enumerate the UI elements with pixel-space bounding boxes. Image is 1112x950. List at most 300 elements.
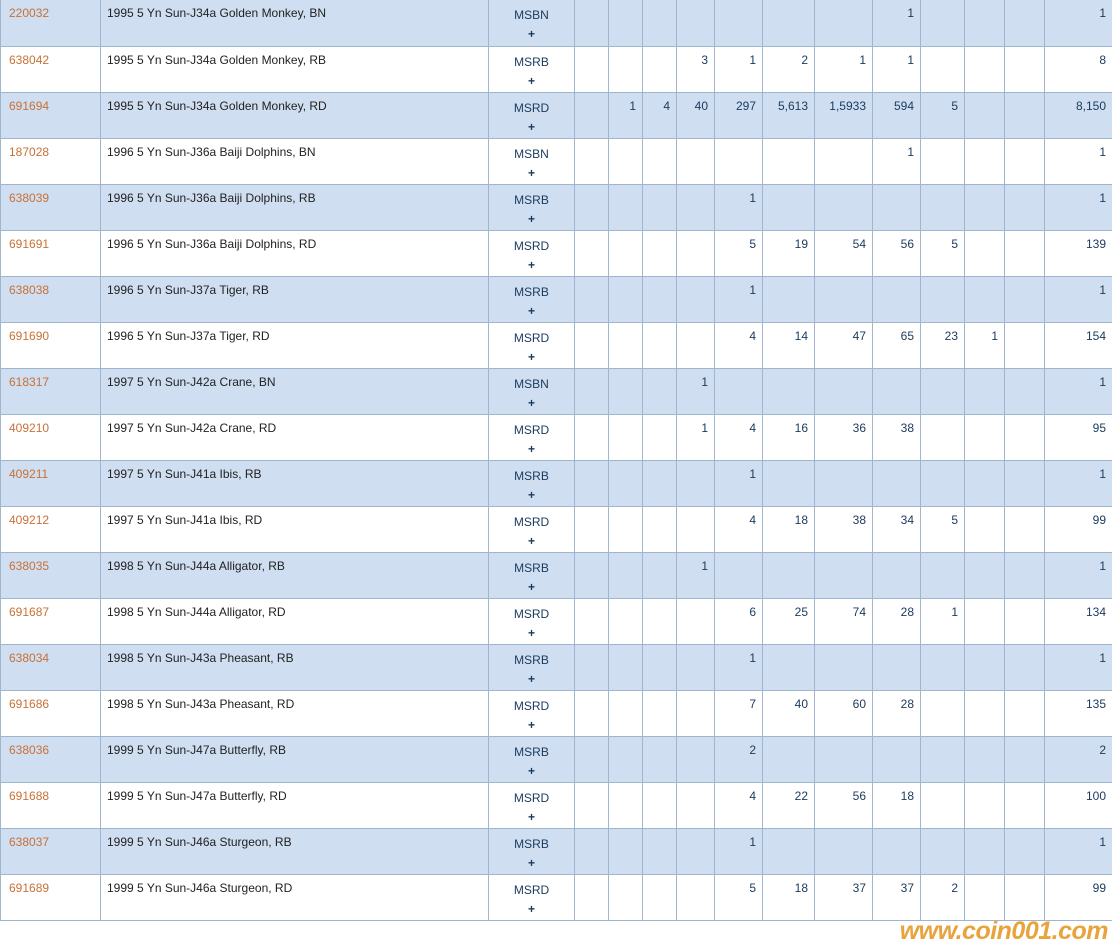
coin-id-link[interactable]: 409212 [9, 512, 50, 527]
population-count [965, 461, 1004, 467]
population-count [763, 829, 814, 835]
population-count [873, 369, 920, 375]
population-count [921, 829, 964, 835]
grade-label: MSRD [513, 238, 550, 253]
coin-description: 1998 5 Yn Sun-J44a Alligator, RB [107, 558, 285, 573]
population-count: 297 [735, 98, 756, 113]
population-count: 23 [944, 328, 958, 343]
population-count [921, 645, 964, 651]
population-count [815, 185, 872, 191]
population-count [609, 829, 642, 835]
grade-plus: + [527, 165, 535, 180]
population-count: 1 [749, 834, 756, 849]
grade-label: MSRD [513, 514, 550, 529]
coin-id-link[interactable]: 638036 [9, 742, 50, 757]
table-row [1, 138, 1112, 184]
population-count: 1 [749, 52, 756, 67]
population-count [715, 553, 762, 559]
population-count [609, 875, 642, 881]
population-count [609, 461, 642, 467]
coin-description: 1999 5 Yn Sun-J46a Sturgeon, RD [107, 880, 293, 895]
grade-plus: + [527, 855, 535, 870]
population-count [643, 875, 676, 881]
population-count [643, 369, 676, 375]
population-count [921, 277, 964, 283]
population-count [1005, 231, 1044, 237]
population-count [873, 645, 920, 651]
coin-id-link[interactable]: 638038 [9, 282, 50, 297]
population-count [575, 507, 608, 513]
population-count: 1 [749, 190, 756, 205]
grade-cell [489, 645, 574, 689]
population-count [965, 829, 1004, 835]
population-count [965, 139, 1004, 145]
population-count: 37 [900, 880, 914, 895]
population-count [965, 737, 1004, 743]
grade-cell [489, 829, 574, 873]
grade-plus: + [527, 487, 535, 502]
population-count [575, 829, 608, 835]
population-count [921, 0, 964, 6]
population-count: 18 [900, 788, 914, 803]
population-count [815, 645, 872, 651]
population-count [677, 139, 714, 145]
population-count [677, 323, 714, 329]
population-count [965, 93, 1004, 99]
population-count [763, 553, 814, 559]
grade-cell [489, 553, 574, 597]
coin-description: 1998 5 Yn Sun-J44a Alligator, RD [107, 604, 286, 619]
coin-id-link[interactable]: 691686 [9, 696, 50, 711]
grade-cell [489, 599, 574, 643]
grade-cell [489, 93, 574, 137]
population-count [763, 0, 814, 6]
population-total: 1 [1099, 6, 1106, 20]
coin-id-link[interactable]: 220032 [9, 6, 50, 20]
population-count [575, 461, 608, 467]
population-count [575, 599, 608, 605]
grade-label: MSRD [513, 790, 550, 805]
population-count: 1 [749, 282, 756, 297]
population-total: 1 [1099, 282, 1106, 297]
coin-id-link[interactable]: 409211 [9, 466, 49, 481]
population-count [921, 415, 964, 421]
grade-label: MSRD [513, 422, 550, 437]
population-count [921, 691, 964, 697]
grade-plus: + [527, 717, 535, 732]
grade-label: MSRD [513, 882, 550, 897]
population-count: 38 [852, 512, 866, 527]
coin-description: 1996 5 Yn Sun-J37a Tiger, RB [107, 282, 269, 297]
population-count [1005, 553, 1044, 559]
coin-description: 1999 5 Yn Sun-J47a Butterfly, RD [107, 788, 287, 803]
population-total: 1 [1099, 190, 1106, 205]
grade-label: MSRB [514, 284, 549, 299]
population-count: 34 [900, 512, 914, 527]
population-count [763, 737, 814, 743]
coin-id-link[interactable]: 691691 [9, 236, 50, 251]
population-count [921, 783, 964, 789]
coin-description: 1997 5 Yn Sun-J41a Ibis, RB [107, 466, 262, 481]
grade-label: MSRB [514, 744, 549, 759]
population-count [715, 0, 762, 6]
population-count [643, 415, 676, 421]
grade-cell [489, 507, 574, 551]
grade-plus: + [527, 579, 535, 594]
table-row [1, 736, 1112, 782]
population-count: 1 [749, 466, 756, 481]
grade-cell [489, 369, 574, 413]
population-total: 134 [1085, 604, 1106, 619]
population-count [575, 323, 608, 329]
coin-id-link[interactable]: 409210 [9, 420, 50, 435]
coin-id-link[interactable]: 691688 [9, 788, 50, 803]
population-count: 56 [852, 788, 866, 803]
population-count [965, 231, 1004, 237]
population-total: 135 [1085, 696, 1106, 711]
population-count [575, 645, 608, 651]
population-count: 18 [794, 512, 808, 527]
coin-id-link[interactable]: 691694 [9, 98, 50, 113]
population-count: 74 [852, 604, 866, 619]
grade-plus: + [527, 211, 535, 226]
population-count [575, 369, 608, 375]
population-total: 99 [1092, 512, 1106, 527]
population-count [763, 277, 814, 283]
table-row [1, 828, 1112, 874]
population-total: 1 [1099, 558, 1106, 573]
grade-plus: + [527, 441, 535, 456]
population-count [965, 783, 1004, 789]
population-count [715, 139, 762, 145]
population-count [643, 277, 676, 283]
population-count [575, 139, 608, 145]
population-count [1005, 0, 1044, 6]
population-count [575, 415, 608, 421]
population-count: 65 [900, 328, 914, 343]
population-count [575, 691, 608, 697]
population-count [643, 323, 676, 329]
population-count [609, 0, 642, 6]
grade-cell [489, 415, 574, 459]
coin-description: 1995 5 Yn Sun-J34a Golden Monkey, BN [107, 6, 327, 20]
population-count [643, 47, 676, 53]
grade-cell [489, 691, 574, 735]
population-count [763, 645, 814, 651]
population-count [1005, 783, 1044, 789]
population-count: 2 [749, 742, 756, 757]
population-count [677, 231, 714, 237]
grade-label: MSRD [513, 606, 550, 621]
population-count [609, 323, 642, 329]
population-count [965, 185, 1004, 191]
population-total: 139 [1085, 236, 1106, 251]
population-count [873, 829, 920, 835]
coin-description: 1999 5 Yn Sun-J46a Sturgeon, RB [107, 834, 292, 849]
population-count: 1 [907, 144, 914, 159]
table-row [1, 506, 1112, 552]
table-row [1, 690, 1112, 736]
population-count [677, 783, 714, 789]
table-row [1, 414, 1112, 460]
population-count: 4 [749, 420, 756, 435]
grade-plus: + [527, 533, 535, 548]
grade-label: MSRB [514, 560, 549, 575]
population-count: 5 [749, 236, 756, 251]
population-count: 36 [852, 420, 866, 435]
grade-plus: + [527, 257, 535, 272]
population-count: 56 [900, 236, 914, 251]
population-count [677, 737, 714, 743]
population-count [609, 737, 642, 743]
population-count [1005, 277, 1044, 283]
population-count [643, 783, 676, 789]
grade-plus: + [527, 809, 535, 824]
coin-description: 1998 5 Yn Sun-J43a Pheasant, RB [107, 650, 294, 665]
population-count [609, 599, 642, 605]
population-count [677, 645, 714, 651]
coin-description: 1997 5 Yn Sun-J42a Crane, RD [107, 420, 277, 435]
population-count [873, 737, 920, 743]
population-count [1005, 323, 1044, 329]
population-count: 28 [900, 696, 914, 711]
grade-label: MSBN [514, 146, 549, 161]
grade-plus: + [527, 395, 535, 410]
population-total: 1 [1099, 650, 1106, 665]
population-count: 594 [893, 98, 914, 113]
population-count: 1 [991, 328, 998, 343]
population-count [575, 277, 608, 283]
population-count [677, 0, 714, 6]
population-count [575, 875, 608, 881]
population-count [575, 185, 608, 191]
coin-id-link[interactable]: 638039 [9, 190, 50, 205]
coin-description: 1999 5 Yn Sun-J47a Butterfly, RB [107, 742, 286, 757]
population-count [643, 461, 676, 467]
population-count [1005, 369, 1044, 375]
population-count [1005, 737, 1044, 743]
population-count: 4 [663, 98, 670, 113]
population-count [575, 93, 608, 99]
table-row [1, 230, 1112, 276]
population-count [921, 737, 964, 743]
grade-cell [489, 323, 574, 367]
population-count [643, 139, 676, 145]
coin-description: 1997 5 Yn Sun-J42a Crane, BN [107, 374, 276, 389]
population-total: 2 [1099, 742, 1106, 757]
population-count [575, 553, 608, 559]
population-count [1005, 875, 1044, 881]
population-count: 47 [852, 328, 866, 343]
coin-id-link[interactable]: 618317 [9, 374, 50, 389]
grade-plus: + [527, 27, 535, 42]
population-count [609, 47, 642, 53]
coin-id-link[interactable]: 187028 [9, 144, 50, 159]
population-count: 1 [701, 374, 708, 389]
population-count [1005, 461, 1044, 467]
population-count [643, 737, 676, 743]
population-count [677, 277, 714, 283]
population-count [643, 185, 676, 191]
grade-cell [489, 875, 574, 919]
population-count [1005, 829, 1044, 835]
grade-label: MSRD [513, 698, 550, 713]
population-count: 5 [951, 512, 958, 527]
population-total: 1 [1099, 374, 1106, 389]
coin-description: 1996 5 Yn Sun-J36a Baiji Dolphins, BN [107, 144, 316, 159]
population-count [643, 645, 676, 651]
population-count: 40 [694, 98, 708, 113]
population-count [609, 369, 642, 375]
population-count [575, 783, 608, 789]
population-count [575, 737, 608, 743]
population-total: 8 [1099, 52, 1106, 67]
population-count [921, 369, 964, 375]
grade-cell [489, 185, 574, 229]
population-count [677, 829, 714, 835]
coin-id-link[interactable]: 691687 [9, 604, 50, 619]
population-count [677, 507, 714, 513]
coin-id-link[interactable]: 691690 [9, 328, 50, 343]
population-count: 3 [701, 52, 708, 67]
population-count [815, 553, 872, 559]
population-count [763, 461, 814, 467]
grade-label: MSRB [514, 192, 549, 207]
population-count [609, 783, 642, 789]
population-count [965, 645, 1004, 651]
table-row [1, 46, 1112, 92]
population-count [921, 461, 964, 467]
population-count: 1 [749, 650, 756, 665]
coin-description: 1996 5 Yn Sun-J37a Tiger, RD [107, 328, 270, 343]
population-count [815, 139, 872, 145]
population-count [575, 231, 608, 237]
population-count: 1 [629, 98, 636, 113]
population-count [609, 231, 642, 237]
population-count [609, 415, 642, 421]
table-row [1, 460, 1112, 506]
population-count [815, 461, 872, 467]
population-count [1005, 47, 1044, 53]
coin-description: 1997 5 Yn Sun-J41a Ibis, RD [107, 512, 263, 527]
population-count: 5 [951, 98, 958, 113]
coin-id-link[interactable]: 691689 [9, 880, 50, 895]
population-count: 19 [794, 236, 808, 251]
population-count [763, 139, 814, 145]
population-count: 28 [900, 604, 914, 619]
population-count [815, 737, 872, 743]
population-count [677, 691, 714, 697]
table-row [1, 92, 1112, 138]
population-count: 5 [749, 880, 756, 895]
population-count: 37 [852, 880, 866, 895]
grade-plus: + [527, 73, 535, 88]
population-count [815, 277, 872, 283]
coin-id-link[interactable]: 638037 [9, 834, 50, 849]
grade-label: MSRD [513, 330, 550, 345]
grade-cell [489, 47, 574, 91]
population-total: 1 [1099, 834, 1106, 849]
population-count [921, 139, 964, 145]
population-count: 1 [907, 6, 914, 20]
grade-cell [489, 0, 574, 44]
population-count [965, 369, 1004, 375]
population-count [965, 553, 1004, 559]
population-count: 14 [794, 328, 808, 343]
population-count: 4 [749, 328, 756, 343]
population-count [609, 553, 642, 559]
population-count [763, 369, 814, 375]
population-count [921, 47, 964, 53]
population-count: 1 [907, 52, 914, 67]
population-count [921, 185, 964, 191]
population-count [815, 369, 872, 375]
population-total: 8,150 [1075, 98, 1106, 113]
population-count [873, 461, 920, 467]
population-count [1005, 415, 1044, 421]
coin-description: 1998 5 Yn Sun-J43a Pheasant, RD [107, 696, 295, 711]
grade-plus: + [527, 671, 535, 686]
population-count [609, 277, 642, 283]
population-count [643, 507, 676, 513]
grade-label: MSRB [514, 54, 549, 69]
grade-label: MSRB [514, 652, 549, 667]
population-count [873, 553, 920, 559]
coin-id-link[interactable]: 638035 [9, 558, 50, 573]
population-count: 1 [701, 420, 708, 435]
population-count: 7 [749, 696, 756, 711]
population-count: 1 [701, 558, 708, 573]
population-count [965, 507, 1004, 513]
population-total: 100 [1085, 788, 1106, 803]
population-count [715, 369, 762, 375]
population-count: 1 [859, 52, 866, 67]
population-count [643, 231, 676, 237]
population-count: 1,5933 [829, 98, 866, 113]
coin-description: 1996 5 Yn Sun-J36a Baiji Dolphins, RB [107, 190, 316, 205]
coin-description: 1996 5 Yn Sun-J36a Baiji Dolphins, RD [107, 236, 317, 251]
table-row [1, 184, 1112, 230]
population-count: 1 [951, 604, 958, 619]
coin-id-link[interactable]: 638034 [9, 650, 50, 665]
population-count: 54 [852, 236, 866, 251]
population-count [965, 599, 1004, 605]
coin-id-link[interactable]: 638042 [9, 52, 50, 67]
population-count: 18 [794, 880, 808, 895]
watermark: www.coin001.com [899, 917, 1108, 945]
grade-label: MSRB [514, 468, 549, 483]
population-count: 16 [794, 420, 808, 435]
population-count [873, 185, 920, 191]
population-count [965, 47, 1004, 53]
grade-plus: + [527, 763, 535, 778]
population-total: 1 [1099, 466, 1106, 481]
table-row [1, 276, 1112, 322]
population-count [1005, 185, 1044, 191]
population-count [1005, 507, 1044, 513]
population-count: 38 [900, 420, 914, 435]
population-count [609, 507, 642, 513]
population-count [965, 277, 1004, 283]
population-count [1005, 93, 1044, 99]
population-count [643, 691, 676, 697]
population-count: 2 [951, 880, 958, 895]
population-count [873, 277, 920, 283]
population-count: 2 [801, 52, 808, 67]
population-count [965, 691, 1004, 697]
population-count [677, 875, 714, 881]
population-count: 5,613 [777, 98, 808, 113]
